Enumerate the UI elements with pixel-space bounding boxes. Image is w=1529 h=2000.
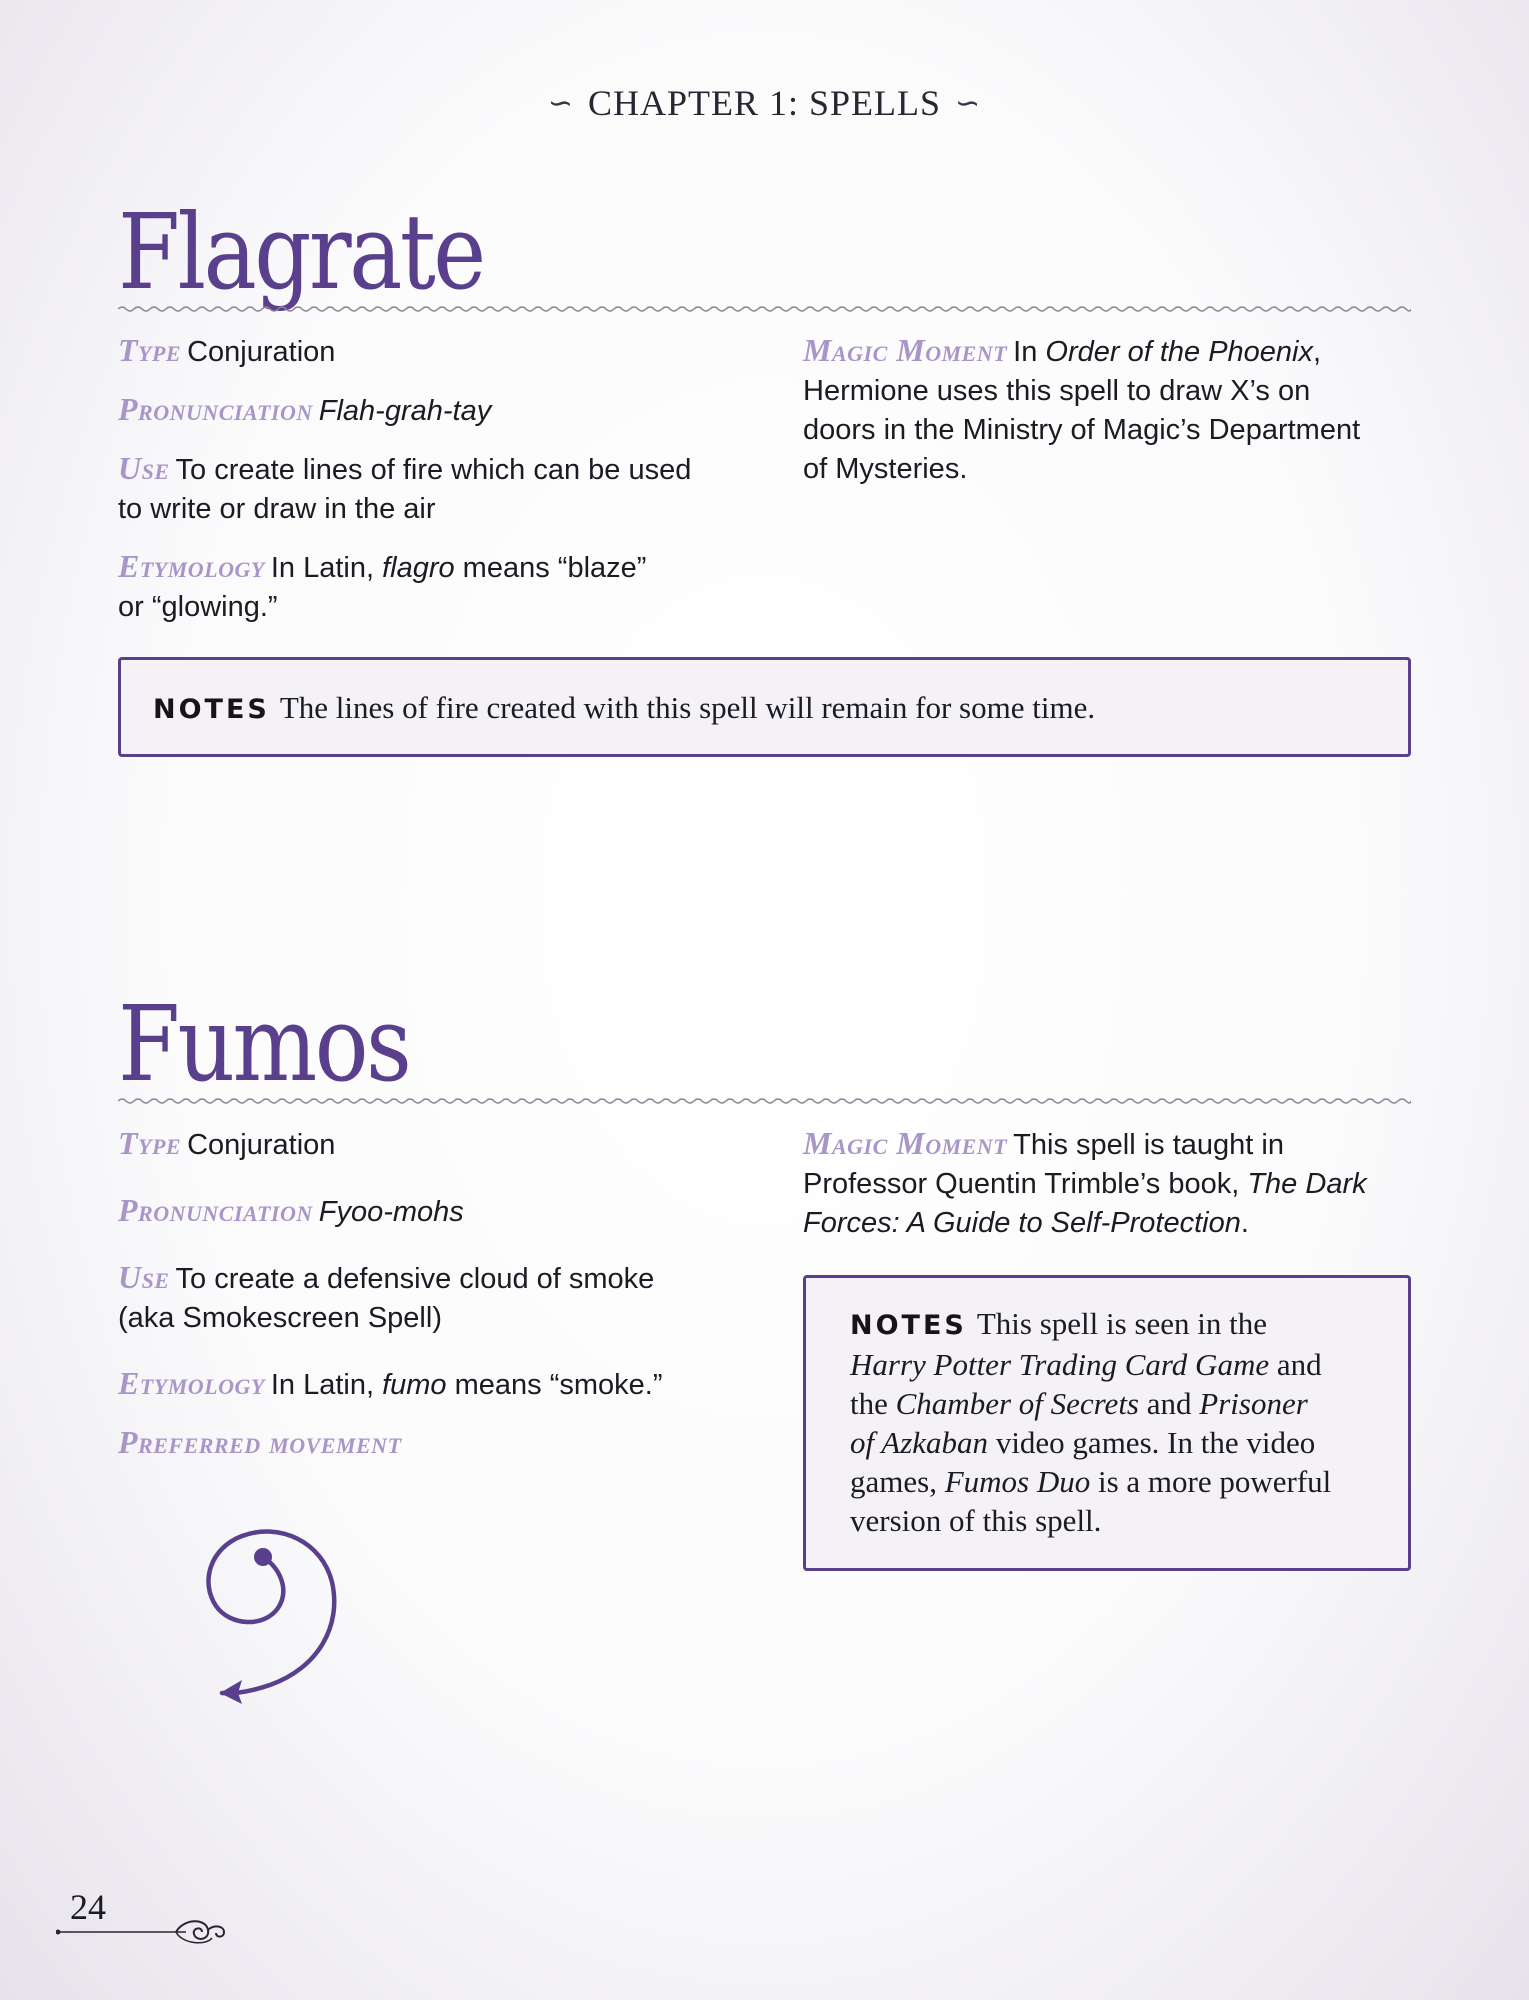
notes-line2-end: and — [1269, 1347, 1322, 1382]
notes-text: The lines of fire created with this spell will remain for some time. — [279, 690, 1096, 725]
type-label: Type — [118, 1125, 182, 1161]
magic-moment-title-b: Forces: A Guide to Self-Protection — [803, 1207, 1241, 1239]
notes-line5-end: is a more powerful — [1090, 1464, 1332, 1499]
type-label: Type — [118, 332, 182, 368]
etymology-line2: or “glowing.” — [118, 591, 278, 623]
flagrate-notes-box — [118, 657, 1411, 757]
notes-line3-italic-1: Chamber of Secrets — [895, 1386, 1139, 1421]
notes-line4-end: video games. In the video — [988, 1425, 1316, 1460]
pronunciation-label: Pronunciation — [118, 391, 313, 427]
flagrate-etymology — [118, 547, 758, 627]
spell-title-fumos: Fumos — [118, 983, 410, 1105]
etymology-text-end: means “blaze” — [454, 552, 647, 584]
notes-label: NOTES — [850, 1310, 967, 1341]
type-value: Conjuration — [187, 1129, 336, 1161]
etymology-text-end: means “smoke.” — [446, 1369, 663, 1401]
pronunciation-label: Pronunciation — [118, 1192, 313, 1228]
magic-moment-line4: of Mysteries. — [803, 453, 968, 485]
etymology-text: In Latin, — [270, 1369, 383, 1401]
magic-moment-pre: In — [1013, 336, 1046, 368]
preferred-movement-label: Preferred movement — [118, 1424, 402, 1460]
fumos-etymology — [118, 1364, 758, 1405]
magic-moment-title-a: The Dark — [1247, 1168, 1367, 1200]
magic-moment-label: Magic Moment — [803, 332, 1008, 368]
fumos-type — [118, 1124, 738, 1165]
magic-moment-comma: , — [1313, 336, 1322, 368]
etymology-label: Etymology — [118, 548, 265, 584]
flagrate-pronunciation — [118, 390, 738, 431]
magic-moment-line1: This spell is taught in — [1013, 1129, 1284, 1161]
use-value-line2: (aka Smokescreen Spell) — [118, 1302, 442, 1334]
notes-line4-italic: of Azkaban — [850, 1425, 989, 1460]
use-value-line1: To create a defensive cloud of smoke — [175, 1263, 655, 1295]
footer-flourish-icon — [56, 1912, 231, 1948]
etymology-word: flagro — [382, 552, 455, 584]
etymology-text: In Latin, — [270, 552, 383, 584]
pronunciation-value: Fyoo-mohs — [318, 1196, 464, 1228]
spell-title-flagrate: Flagrate — [118, 191, 484, 313]
flagrate-magic-moment — [803, 331, 1423, 489]
notes-line3-italic-2: Prisoner — [1199, 1386, 1308, 1421]
notes-line6: version of this spell. — [850, 1503, 1102, 1538]
notes-line5-italic: Fumos Duo — [944, 1464, 1091, 1499]
magic-moment-line3: doors in the Ministry of Magic’s Department — [803, 414, 1361, 446]
flagrate-use — [118, 449, 758, 529]
page-number: 24 — [70, 1887, 106, 1927]
use-value-line1: To create lines of fire which can be used — [175, 454, 692, 486]
notes-line1: This spell is seen in the — [976, 1306, 1268, 1341]
notes-line3-pre: the — [850, 1386, 896, 1421]
title-divider — [118, 305, 1411, 313]
flagrate-type — [118, 331, 738, 372]
fumos-magic-moment — [803, 1124, 1423, 1243]
pronunciation-value: Flah-grah-tay — [318, 395, 492, 427]
right-ornament-icon: ∽ — [955, 87, 982, 120]
wand-movement-spiral-icon — [150, 1490, 390, 1710]
use-value-line2: to write or draw in the air — [118, 493, 436, 525]
magic-moment-title: Order of the Phoenix — [1045, 336, 1314, 368]
magic-moment-line2: Professor Quentin Trimble’s book, — [803, 1168, 1248, 1200]
fumos-preferred-movement — [118, 1423, 758, 1464]
fumos-use — [118, 1258, 758, 1338]
fumos-notes-box — [803, 1275, 1411, 1571]
notes-line3-mid: and — [1139, 1386, 1200, 1421]
type-value: Conjuration — [187, 336, 336, 368]
chapter-title: CHAPTER 1: SPELLS — [587, 83, 942, 123]
chapter-header — [0, 82, 1529, 124]
use-label: Use — [118, 1259, 170, 1295]
etymology-label: Etymology — [118, 1365, 265, 1401]
use-label: Use — [118, 450, 170, 486]
left-ornament-icon: ∽ — [547, 87, 574, 120]
notes-line5-pre: games, — [850, 1464, 945, 1499]
magic-moment-line2: Hermione uses this spell to draw X’s on — [803, 375, 1311, 407]
etymology-word: fumo — [382, 1369, 447, 1401]
magic-moment-end: . — [1240, 1207, 1249, 1239]
magic-moment-label: Magic Moment — [803, 1125, 1008, 1161]
fumos-pronunciation — [118, 1191, 738, 1232]
notes-line2-italic: Harry Potter Trading Card Game — [850, 1347, 1270, 1382]
notes-label: NOTES — [153, 694, 270, 725]
title-divider — [118, 1097, 1411, 1105]
